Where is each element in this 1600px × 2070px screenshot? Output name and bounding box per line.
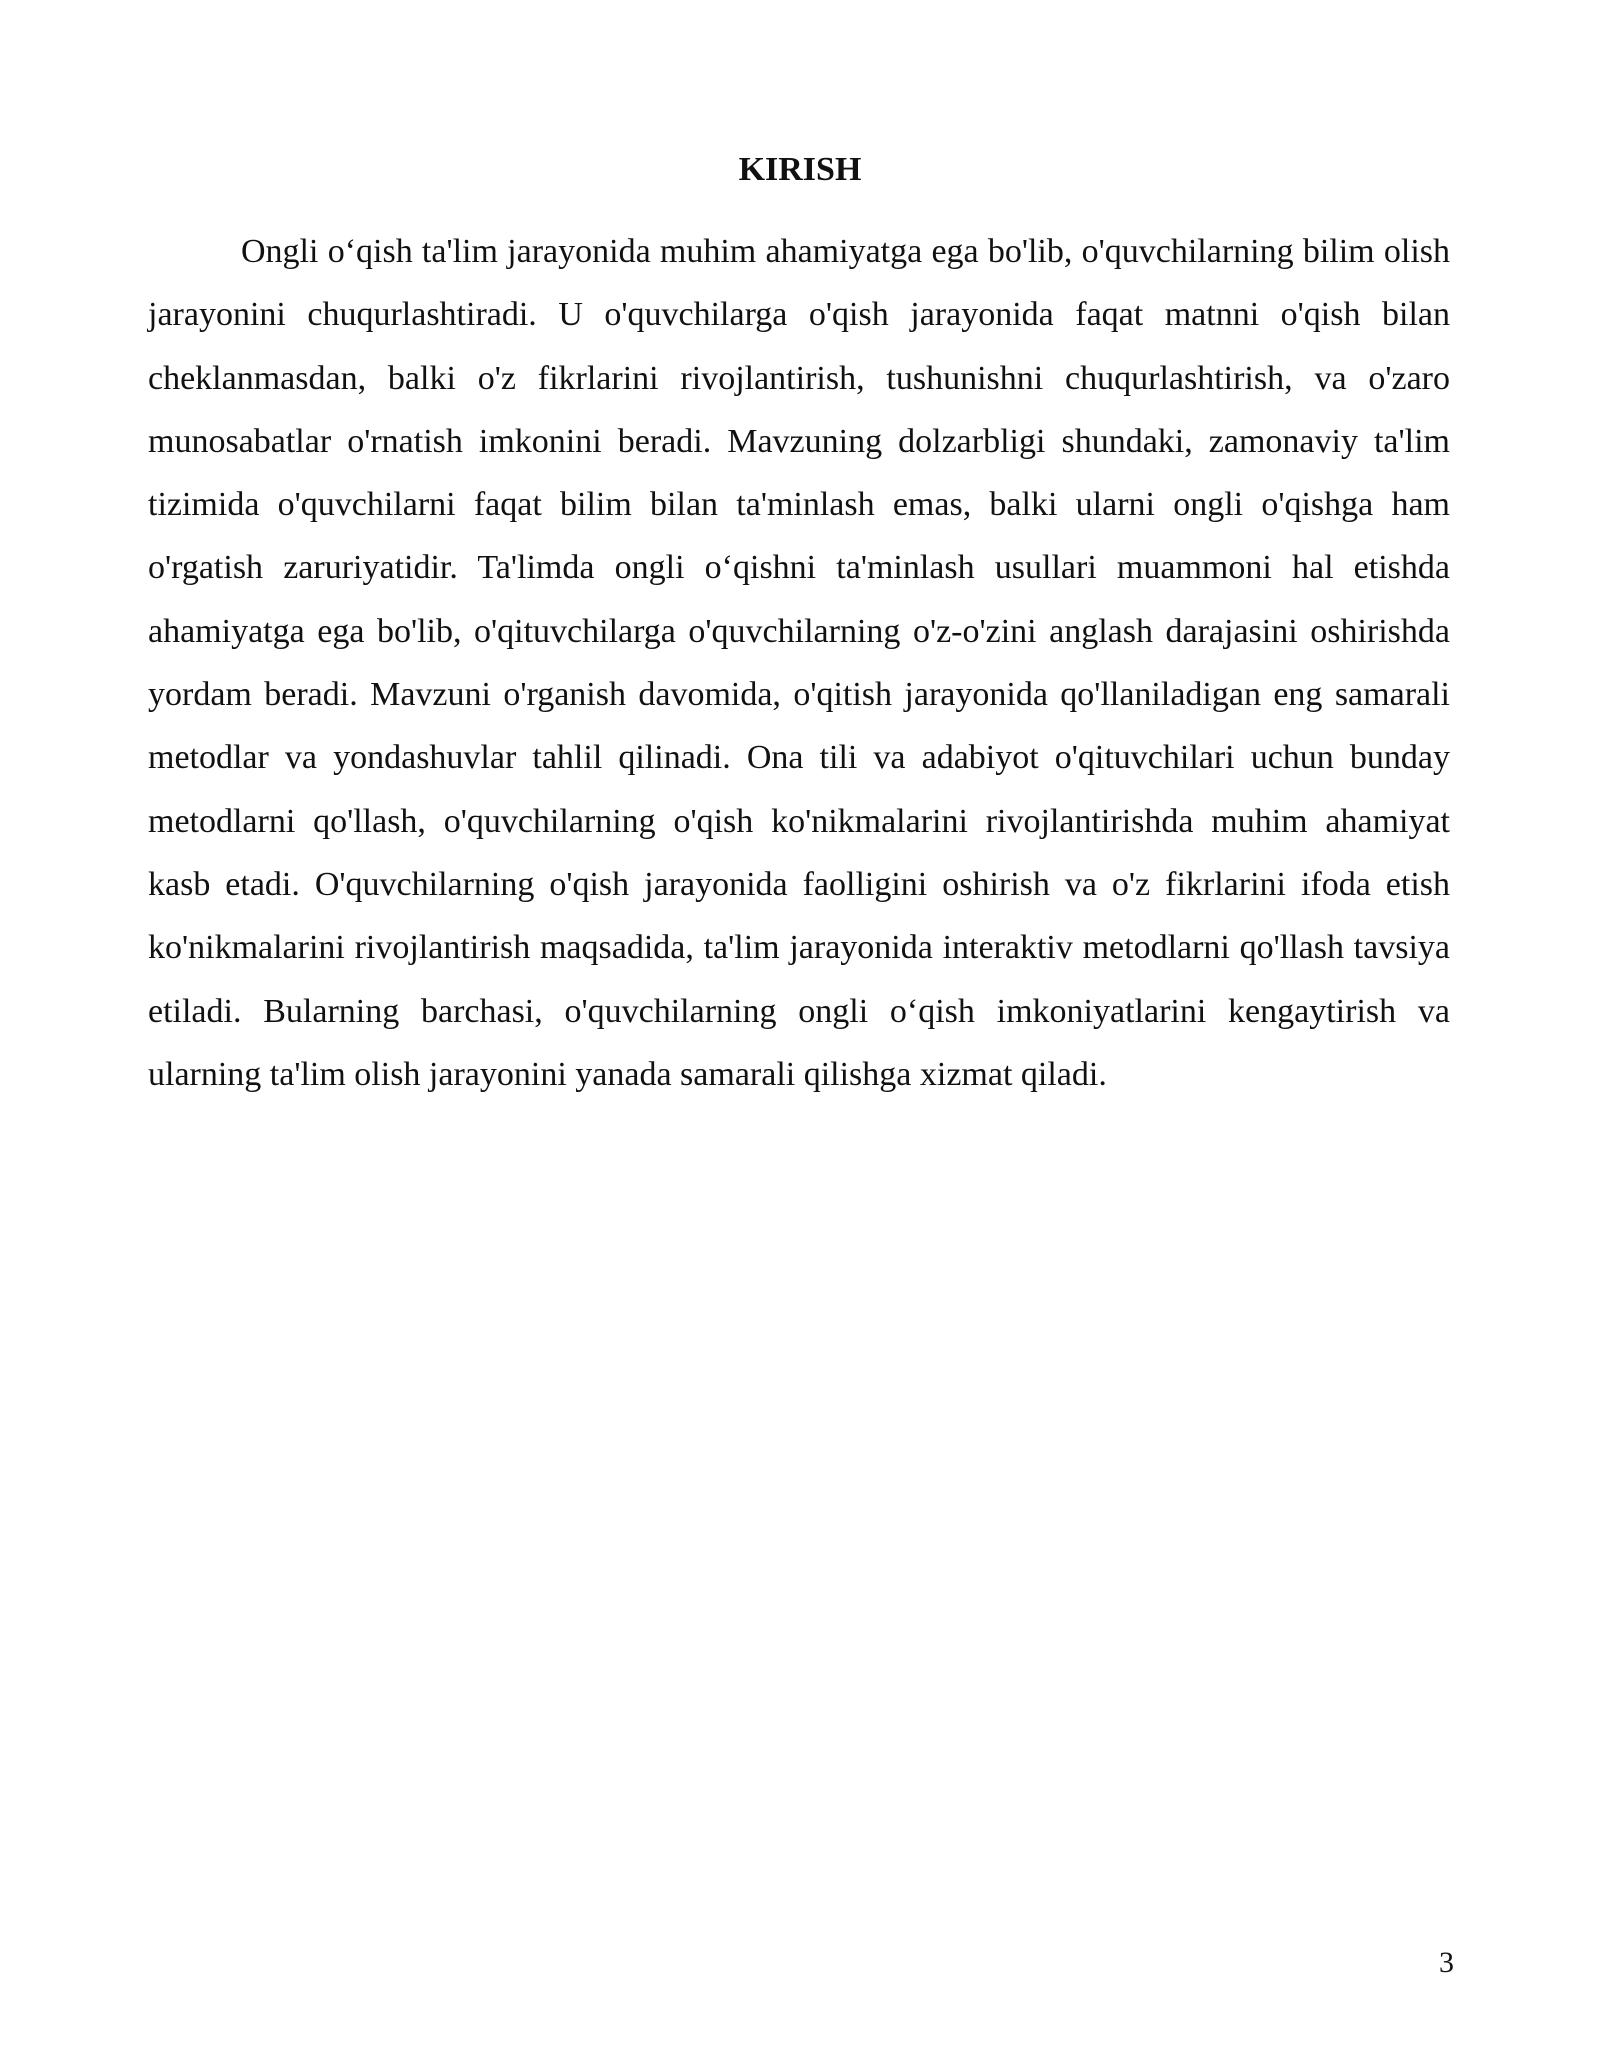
page-number: 3: [1439, 1946, 1454, 1979]
introduction-paragraph: Ongli o‘qish ta'lim jarayonida muhim ahamiyatga ega bo'lib, o'quvchilarning bilim olish jarayonini chuqurlashtiradi. U o'quvchilarga o'qish jarayonida faqat matnni o'qish bilan cheklanmasdan, balki o'z fikrlarini rivojlantirish, tushunishni chuqurlashtirish, va o'zaro munosabatlar o'rnatish imkonini beradi. Mavzuning dolzarbligi shundaki, zamonaviy ta'lim tizimida o'quvchilarni faqat bilim bilan ta'minlash emas, balki ularni ongli o'qishga ham o'rgatish zaruriyatidir. Ta'limda ongli o‘qishni ta'minlash usullari muammoni hal etishda ahamiyatga ega bo'lib, o'qituvchilarga o'quvchilarning o'z-o'zini anglash darajasini oshirishda yordam beradi. Mavzuni o'rganish davomida, o'qitish jarayonida qo'llaniladigan eng samarali metodlar va yondashuvlar tahlil qilinadi. Ona tili va adabiyot o'qituvchilari uchun bunday metodlarni qo'llash, o'quvchilarning o'qish ko'nikmalarini rivojlantirishda muhim ahamiyat kasb etadi. O'quvchilarning o'qish jarayonida faolligini oshirish va o'z fikrlarini ifoda etish ko'nikmalarini rivojlantirish maqsadida, ta'lim jarayonida interaktiv metodlarni qo'llash tavsiya etiladi. Bularning barchasi, o'quvchilarning ongli o‘qish imkoniyatlarini kengaytirish va ularning ta'lim olish jarayonini yanada samarali qilishga xizmat qiladi.: [148, 233, 1450, 1093]
section-heading: KIRISH: [738, 151, 862, 188]
